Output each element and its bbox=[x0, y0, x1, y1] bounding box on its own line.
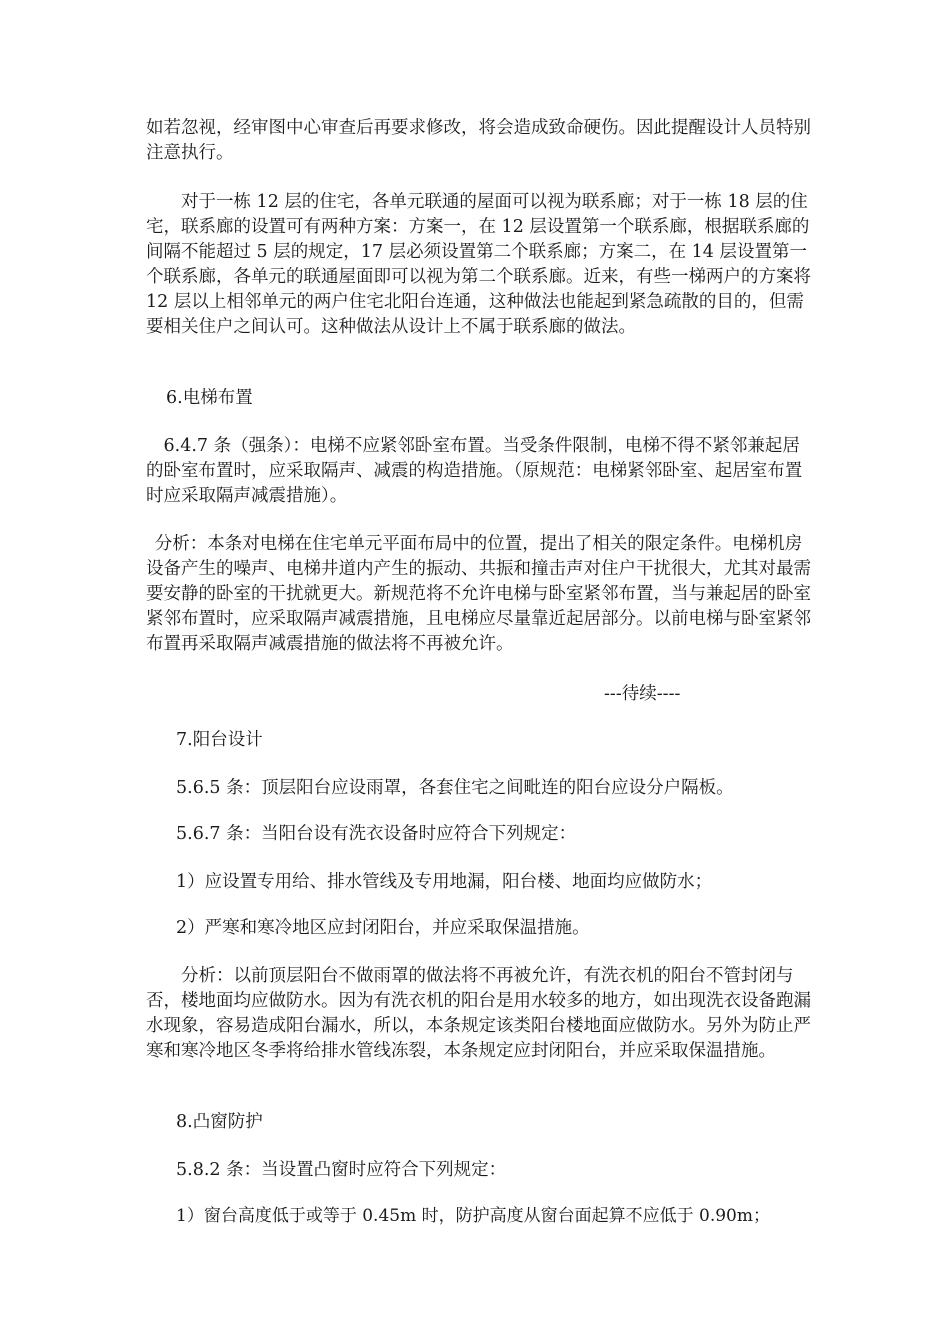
list-item-1-window-height: 1）窗台高度低于或等于 0.45m 时，防护高度从窗台面起算不应低于 0.90m； bbox=[176, 1206, 770, 1226]
section-heading-bay-window: 8.凸窗防护 bbox=[176, 1112, 263, 1132]
section-heading-balcony: 7.阳台设计 bbox=[176, 730, 263, 750]
to-be-continued: ---待续---- bbox=[604, 684, 681, 704]
paragraph-elevator-analysis: 分析：本条对电梯在住宅单元平面布局中的位置，提出了相关的限定条件。电梯机房设备产生的噪声、电梯井道内产生的振动、共振和撞击声对住户干扰很大，尤其对最需要安静的卧室的干扰就更大。新规范将不允许电梯与卧室紧邻布置，当与兼起居的卧室紧邻布置时，应采取隔声减震措施，且电梯应尽量靠近起居部分。以前电梯与卧室紧邻布置再采取隔声减震措施的做法将不再被允许。 bbox=[146, 534, 811, 654]
list-item-2-insulation: 2）严寒和寒冷地区应封闭阳台，并应采取保温措施。 bbox=[176, 918, 590, 938]
paragraph-corridor-schemes: 对于一栋 12 层的住宅，各单元联通的屋面可以视为联系廊；对于一栋 18 层的住宅，联系廊的设置可有两种方案：方案一，在 12 层设置第一个联系廊，根据联系廊的间隔不能超过 5 层的规定，17 层必须设置第二个联系廊；方案二，在 14 层设置第一个联系廊，各单元的联通屋面即可以视为第二个联系廊。近来，有些一梯两户的方案将 12 层以上相邻单元的两户住宅北阳台连通，这种做法也能起到紧急疏散的目的，但需要相关住户之间认可。这种做法从设计上不属于联系廊的做法。 bbox=[146, 192, 811, 337]
paragraph-clause-5-6-5: 5.6.5 条：顶层阳台应设雨罩，各套住宅之间毗连的阳台应设分户隔板。 bbox=[176, 778, 734, 798]
paragraph-balcony-analysis: 分析：以前顶层阳台不做雨罩的做法将不再被允许，有洗衣机的阳台不管封闭与否，楼地面均应做防水。因为有洗衣机的阳台是用水较多的地方，如出现洗衣设备跑漏水现象，容易造成阳台漏水，所以，本条规定该类阳台楼地面应做防水。另外为防止严寒和寒冷地区冬季将给排水管线冻裂，本条规定应封闭阳台，并应采取保温措施。 bbox=[146, 966, 811, 1061]
section-heading-elevator: 6.电梯布置 bbox=[166, 388, 253, 408]
paragraph-intro-warning: 如若忽视，经审图中心审查后再要求修改，将会造成致命硬伤。因此提醒设计人员特别注意执行。 bbox=[146, 118, 811, 163]
list-item-1-drainage: 1）应设置专用给、排水管线及专用地漏，阳台楼、地面均应做防水； bbox=[176, 872, 713, 892]
paragraph-clause-6-4-7: 6.4.7 条（强条）：电梯不应紧邻卧室布置。当受条件限制，电梯不得不紧邻兼起居的卧室布置时，应采取隔声、减震的构造措施。（原规范：电梯紧邻卧室、起居室布置时应采取隔声减震措施）。 bbox=[146, 436, 803, 506]
paragraph-clause-5-6-7: 5.6.7 条：当阳台设有洗衣设备时应符合下列规定： bbox=[176, 824, 577, 844]
paragraph-clause-5-8-2: 5.8.2 条：当设置凸窗时应符合下列规定： bbox=[176, 1160, 507, 1180]
